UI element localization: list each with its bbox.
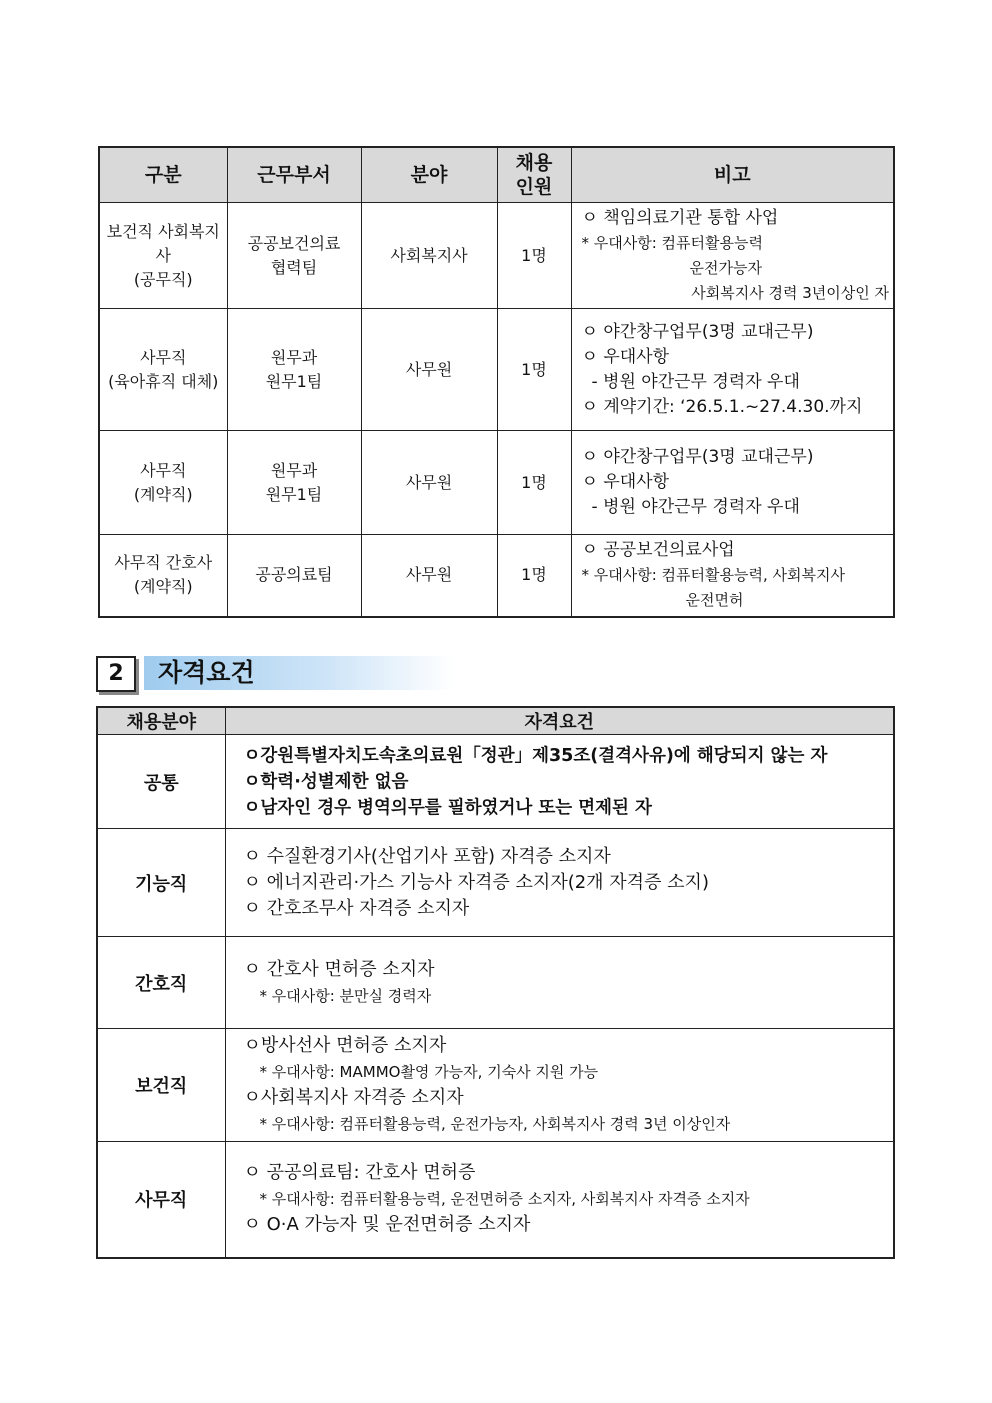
table-row	[97, 1029, 894, 1142]
category-line: (계약직)	[133, 484, 193, 504]
req-line: * 우대사항: 컴퓨터활용능력, 운전면허증 소지자, 사회복지사 자격증 소지자	[259, 1190, 750, 1209]
row-category	[99, 431, 227, 535]
note-line: * 우대사항: 컴퓨터활용능력, 사회복지사	[581, 565, 845, 584]
category-line: (공무직)	[133, 269, 193, 289]
section-title: 자격요건	[144, 656, 454, 690]
req-line: ㅇ방사선사 면허증 소지자	[243, 1035, 447, 1056]
req-line: ㅇ 수질환경기사(산업기사 포함) 자격증 소지자	[243, 845, 611, 867]
row-category: 공통	[97, 735, 225, 829]
note-line: ㅇ 우대사항	[581, 472, 670, 492]
row-requirements	[225, 1142, 894, 1258]
row-category	[99, 309, 227, 431]
req-line: ㅇ사회복지사 자격증 소지자	[243, 1087, 464, 1108]
table-row	[99, 535, 894, 617]
row-field: 사무원	[361, 535, 497, 617]
note-line: - 병원 야간근무 경력자 우대	[591, 497, 800, 517]
header-field: 분야	[361, 147, 497, 203]
dept-line: 원무1팀	[265, 371, 323, 391]
dept-line: 원무과	[270, 347, 318, 367]
row-requirements	[225, 829, 894, 937]
table-row	[99, 431, 894, 535]
row-notes	[571, 309, 894, 431]
category-line: 보건직 사회복지사	[106, 221, 220, 265]
row-category	[99, 535, 227, 617]
row-count: 1명	[497, 309, 571, 431]
row-dept	[227, 535, 361, 617]
row-notes	[571, 535, 894, 617]
row-count: 1명	[497, 535, 571, 617]
category-line: (계약직)	[133, 577, 193, 597]
row-dept	[227, 309, 361, 431]
req-line: ㅇ 간호조무사 자격증 소지자	[243, 897, 470, 919]
table-row	[97, 735, 894, 829]
req-line: ㅇ 간호사 면허증 소지자	[243, 958, 435, 980]
table-row	[99, 309, 894, 431]
dept-line: 협력팀	[270, 257, 318, 277]
row-field: 사회복지사	[361, 203, 497, 309]
note-line: ㅇ 공공보건의료사업	[581, 539, 735, 560]
row-requirements	[225, 1029, 894, 1142]
note-line: ㅇ 책임의료기관 통합 사업	[581, 207, 779, 228]
req-line: ㅇ 공공의료팀: 간호사 면허증	[243, 1162, 476, 1184]
note-line: * 우대사항: 컴퓨터활용능력	[581, 233, 763, 252]
category-line: 사무직	[140, 460, 187, 480]
header-field: 채용분야	[97, 707, 225, 735]
row-dept	[227, 431, 361, 535]
category-line: (육아휴직 대체)	[108, 371, 219, 391]
header-count: 채용 인원	[497, 147, 571, 203]
row-category: 보건직	[97, 1029, 225, 1142]
table-row	[99, 203, 894, 309]
row-category	[99, 203, 227, 309]
note-line: ㅇ 우대사항	[581, 346, 670, 367]
note-line: 사회복지사 경력 3년이상인 자	[691, 283, 889, 302]
header-category: 구분	[99, 147, 227, 203]
table-row	[97, 937, 894, 1029]
dept-line: 원무1팀	[265, 484, 323, 504]
req-line: ㅇ강원특별자치도속초의료원「정관」제35조(결격사유)에 해당되지 않는 자	[243, 745, 828, 766]
table-header-row	[97, 707, 894, 735]
table-row	[97, 829, 894, 937]
dept-line: 원무과	[270, 460, 318, 480]
table-header-row	[99, 147, 894, 203]
req-line: ㅇ학력·성별제한 없음	[243, 771, 409, 792]
row-count: 1명	[497, 203, 571, 309]
note-line: 운전면허	[685, 590, 744, 609]
req-line: * 우대사항: MAMMO촬영 가능자, 기숙사 지원 가능	[259, 1063, 599, 1081]
section-heading	[96, 656, 456, 690]
row-count: 1명	[497, 431, 571, 535]
header-qualification: 자격요건	[225, 707, 894, 735]
dept-line: 공공의료팀	[255, 565, 333, 585]
row-requirements	[225, 937, 894, 1029]
note-line: ㅇ 계약기간: ‘26.5.1.~27.4.30.까지	[581, 396, 863, 417]
note-line: 운전가능자	[689, 258, 762, 277]
row-category: 간호직	[97, 937, 225, 1029]
note-line: - 병원 야간근무 경력자 우대	[591, 371, 800, 392]
category-line: 사무직 간호사	[114, 553, 213, 573]
req-line: * 우대사항: 분만실 경력자	[259, 986, 432, 1005]
header-notes: 비고	[571, 147, 894, 203]
row-notes	[571, 203, 894, 309]
table-row	[97, 1142, 894, 1258]
row-category: 기능직	[97, 829, 225, 937]
row-category: 사무직	[97, 1142, 225, 1258]
qualification-table	[96, 706, 895, 1259]
header-dept: 근무부서	[227, 147, 361, 203]
req-line: ㅇ 에너지관리·가스 기능사 자격증 소지자(2개 자격증 소지)	[243, 871, 709, 893]
req-line: ㅇ O·A 가능자 및 운전면허증 소지자	[243, 1214, 531, 1236]
row-notes	[571, 431, 894, 535]
note-line: ㅇ 야간창구업무(3명 교대근무)	[581, 447, 814, 467]
category-line: 사무직	[140, 347, 187, 367]
req-line: * 우대사항: 컴퓨터활용능력, 운전가능자, 사회복지사 경력 3년 이상인자	[259, 1115, 731, 1133]
req-line: ㅇ남자인 경우 병역의무를 필하였거나 또는 면제된 자	[243, 797, 652, 818]
note-line: ㅇ 야간창구업무(3명 교대근무)	[581, 321, 814, 342]
row-dept	[227, 203, 361, 309]
row-field: 사무원	[361, 431, 497, 535]
row-field: 사무원	[361, 309, 497, 431]
row-requirements	[225, 735, 894, 829]
dept-line: 공공보건의료	[247, 233, 341, 253]
section-number: 2	[96, 656, 136, 692]
recruitment-table	[98, 146, 895, 618]
